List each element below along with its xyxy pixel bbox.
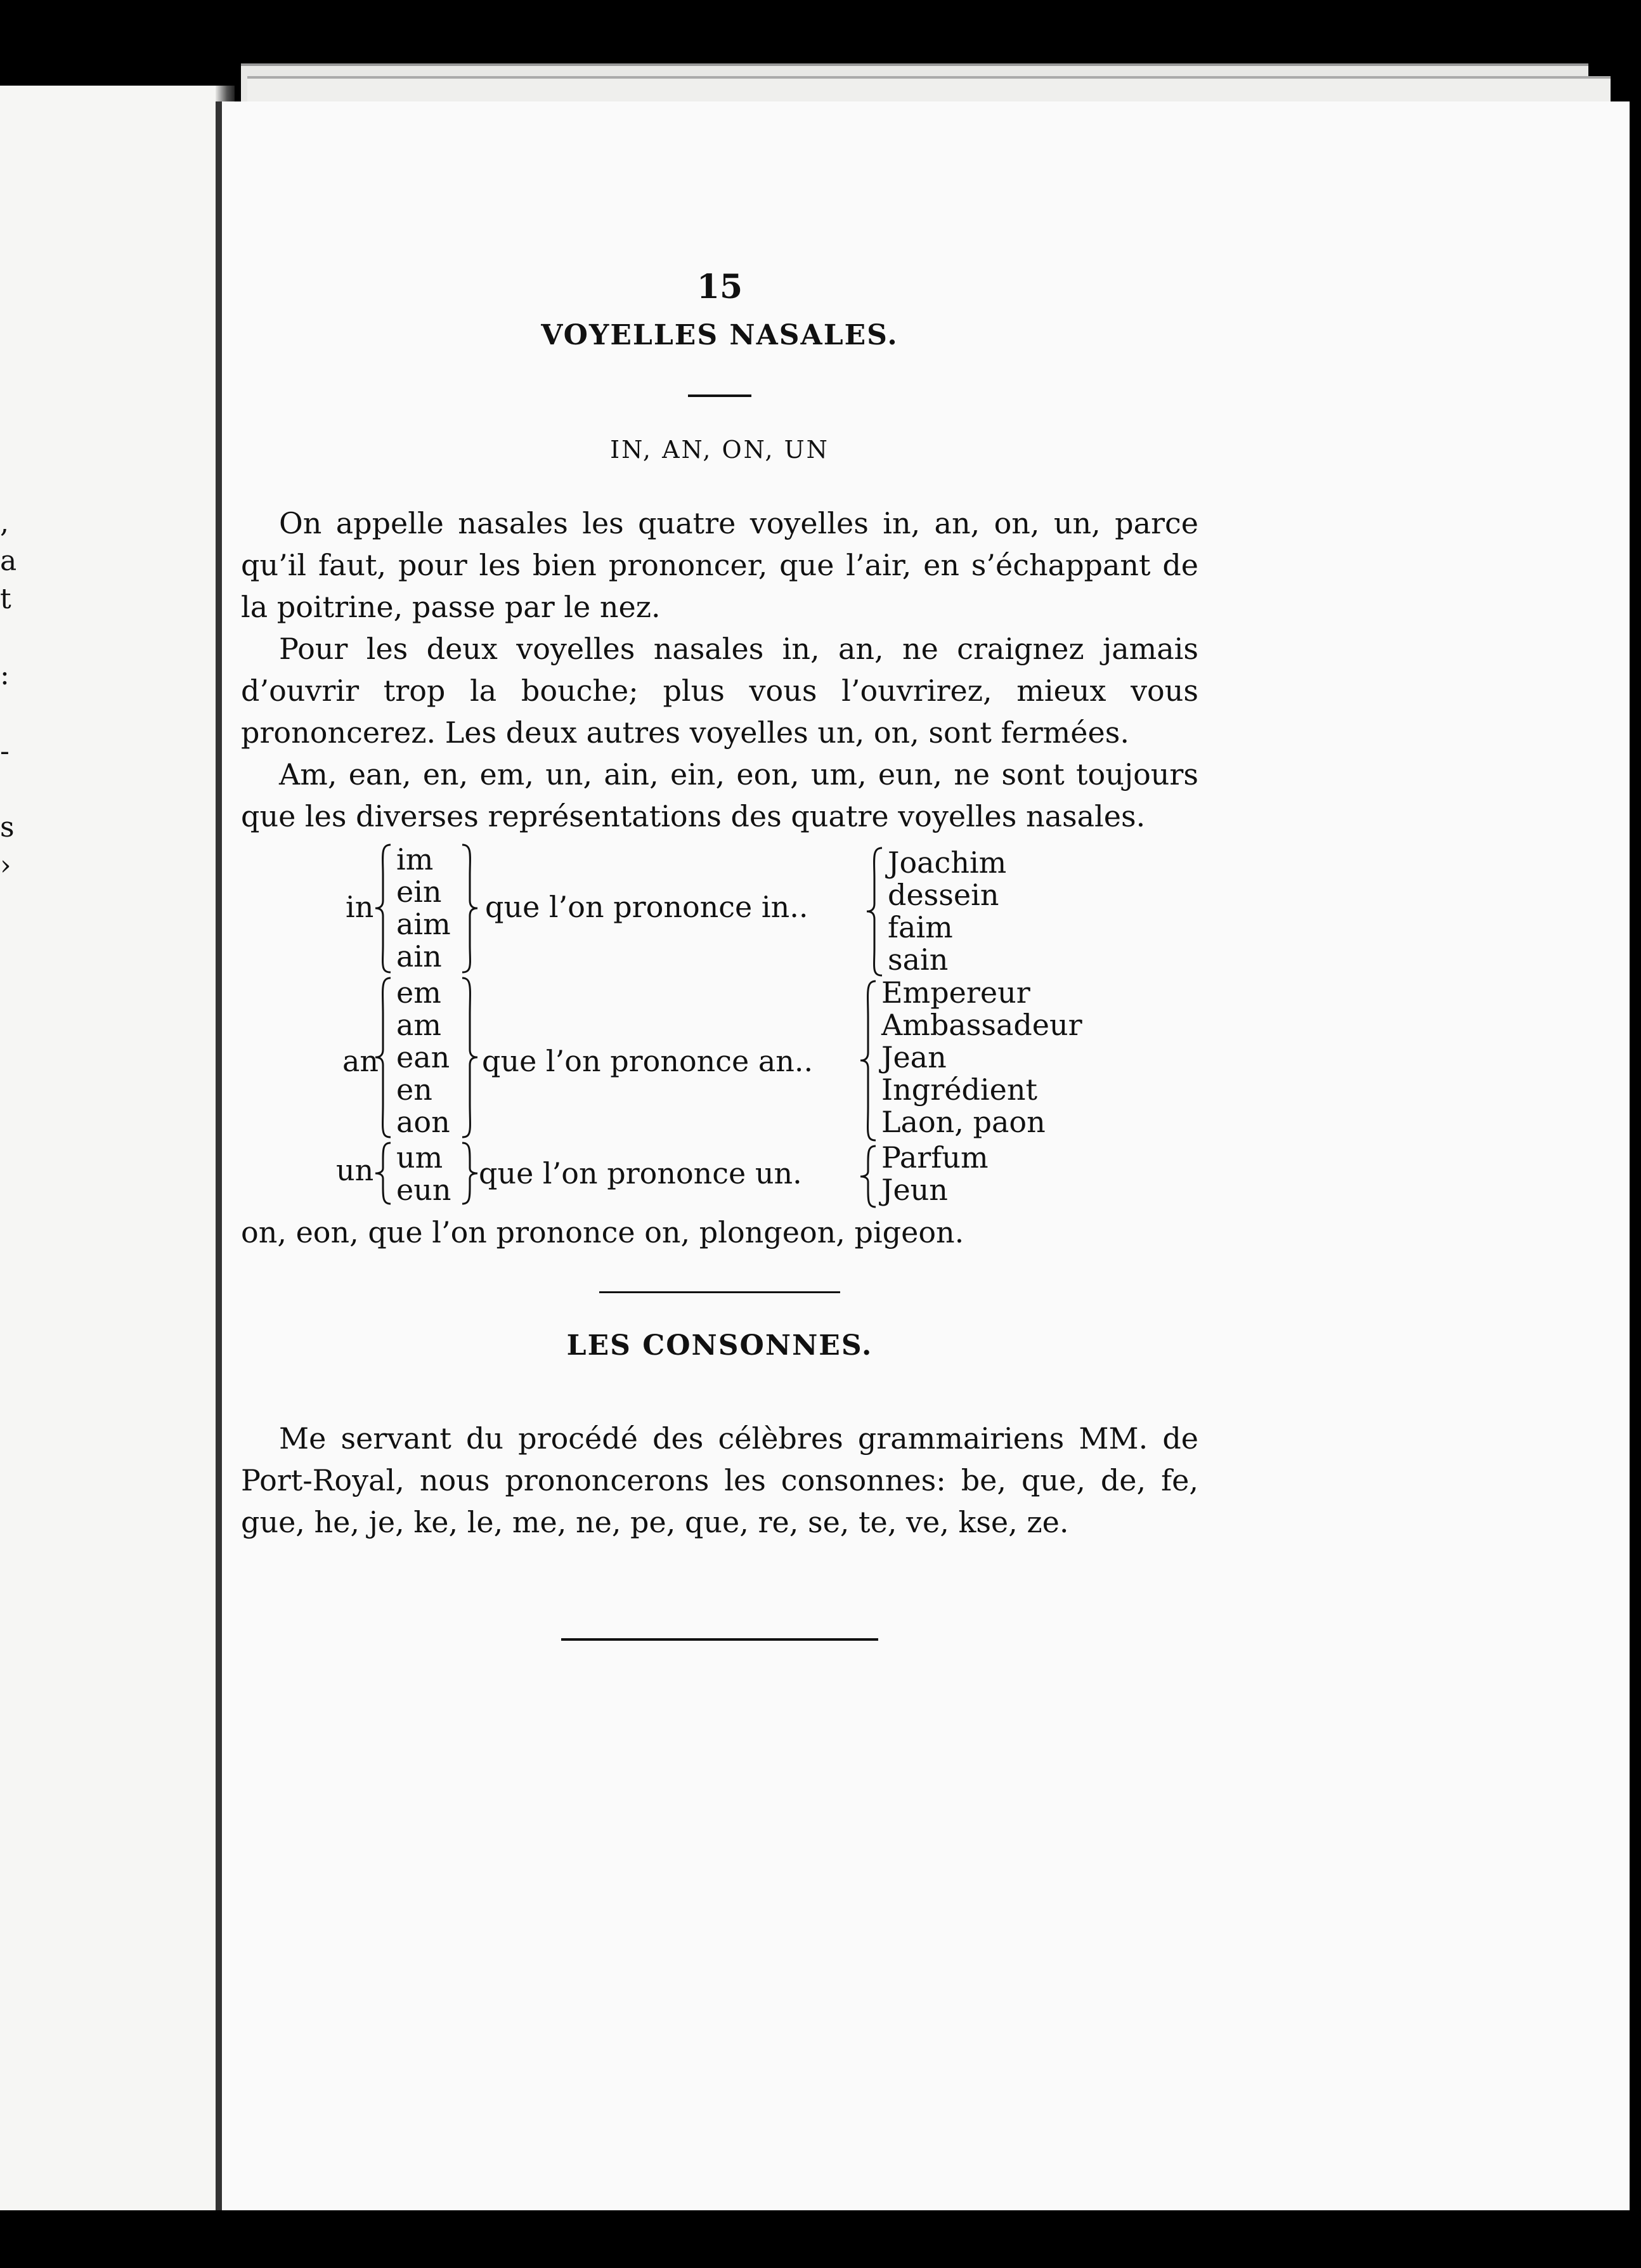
example-word: Empereur <box>881 975 1030 1010</box>
right-brace <box>460 1142 479 1205</box>
spelling: um <box>396 1140 443 1175</box>
divider <box>599 1291 840 1293</box>
spelling: ean <box>396 1040 450 1074</box>
margin-char: t <box>0 583 11 615</box>
margin-char: , <box>0 507 9 539</box>
example-list <box>888 847 1006 976</box>
paragraph: Pour les deux voyelles nasales in, an, ne craignez jamais d’ouvrir trop la bouche; plus vous l’ouvrirez, mieux vous prononcerez. Les deux autres voyelles un, on, sont fermées. <box>241 632 1198 750</box>
spelling: ain <box>396 939 442 974</box>
example-list <box>881 1142 989 1206</box>
example-word: dessein <box>888 878 999 912</box>
section-title: LES CONSONNES. <box>566 1329 873 1362</box>
left-brace <box>859 980 878 1142</box>
group-label: in <box>346 890 374 924</box>
example-list <box>881 977 1082 1138</box>
margin-char: : <box>0 659 10 691</box>
margin-char: s <box>0 811 15 844</box>
left-brace <box>374 977 393 1138</box>
left-brace <box>866 847 885 977</box>
example-word: sain <box>888 942 949 977</box>
left-brace <box>374 844 393 974</box>
margin-char: › <box>0 849 11 882</box>
spelling: en <box>396 1072 432 1107</box>
example-word: Jean <box>881 1040 947 1074</box>
left-brace <box>859 1145 878 1208</box>
example-word: faim <box>888 910 953 944</box>
spelling: eun <box>396 1173 451 1207</box>
right-brace <box>460 844 479 974</box>
paragraph: On appelle nasales les quatre voyelles in, an, on, un, parce qu’il faut, pour les bien prononcer, que l’air, en s’échappant de la poitrine, passe par le nez. <box>241 506 1198 624</box>
paragraph: Me servant du procédé des célèbres grammairiens MM. de Port-Royal, nous prononcerons les consonnes: be, que, de, fe, gue, he, je, ke, le, me, ne, pe, que, re, se, te, ve, kse, ze. <box>241 1421 1198 1539</box>
left-page-edge <box>0 86 235 2210</box>
spelling: aim <box>396 907 451 941</box>
rule-text: que l’on prononce an.. <box>482 1044 814 1078</box>
left-brace <box>374 1142 393 1205</box>
rule-text: que l’on prononce in.. <box>485 890 808 924</box>
page-number: 15 <box>696 268 743 306</box>
spelling-list <box>396 1142 451 1206</box>
spelling: am <box>396 1008 442 1042</box>
example-word: Ambassadeur <box>881 1008 1082 1042</box>
spelling: aon <box>396 1105 450 1139</box>
example-word: Jeun <box>881 1173 948 1207</box>
example-word: Ingrédient <box>881 1072 1037 1107</box>
spelling-list <box>396 844 451 973</box>
subtitle: IN, AN, ON, UN <box>610 436 829 464</box>
divider <box>688 394 751 397</box>
group-label: un <box>336 1153 374 1187</box>
spelling: em <box>396 975 441 1010</box>
end-divider <box>561 1638 878 1641</box>
margin-char: - <box>0 735 10 767</box>
example-word: Laon, paon <box>881 1105 1046 1139</box>
spelling: im <box>396 842 434 877</box>
page-content <box>241 266 1198 1641</box>
page-title: VOYELLES NASALES. <box>541 319 898 351</box>
right-brace <box>460 977 479 1138</box>
example-word: Parfum <box>881 1140 989 1175</box>
spelling: ein <box>396 875 442 909</box>
example-word: Joachim <box>888 845 1007 880</box>
rule-text: que l’on prononce un. <box>479 1156 802 1190</box>
left-margin-chars <box>0 504 19 885</box>
spelling-list <box>396 977 450 1138</box>
on-line: on, eon, que l’on prononce on, plongeon, pigeon. <box>241 1215 964 1249</box>
paragraph: Am, ean, en, em, un, ain, ein, eon, um, eun, ne sont toujours que les diverses représentations des quatre voyelles nasales. <box>241 757 1198 833</box>
margin-char: a <box>0 545 17 577</box>
group-label: an <box>342 1044 379 1078</box>
nasal-vowel-table <box>241 844 1198 1205</box>
